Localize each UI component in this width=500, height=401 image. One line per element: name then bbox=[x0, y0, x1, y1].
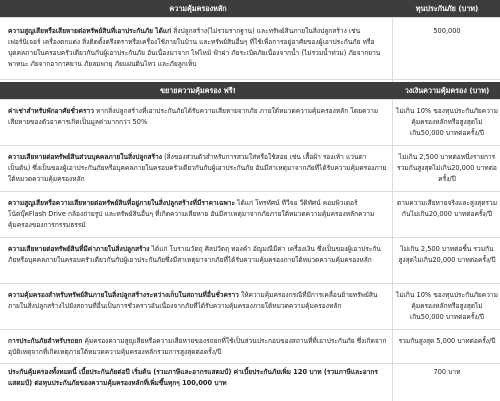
row-value: ไม่เกิน 10% ของทุนประกันภัยความคุ้มครองหลักหรือสูงสุดไม่เกิน50,000 บาทต่อครั้ง/ปี bbox=[396, 291, 498, 321]
row-description bbox=[8, 244, 388, 266]
row-value: ไม่เกิน 2,500 บาทต่อชิ้น รวมกันสูงสุดไม่เกิน20,000 บาทต่อครั้ง/ปี bbox=[398, 245, 496, 264]
extended-coverage-header bbox=[0, 82, 500, 100]
row-lead: ความเสียหายต่อทรัพย์สินส่วนบุคคลภายในสิ่งปลูกสร้าง bbox=[8, 153, 162, 161]
row-description bbox=[8, 198, 388, 231]
table-row bbox=[0, 100, 500, 146]
main-coverage-value: 500,000 bbox=[433, 27, 461, 35]
row-description bbox=[8, 106, 388, 128]
row-value: ไม่เกิน 2,500 บาทต่อหนึ่งรายการ รวมกันสูงสุดไม่เกิน20,000 บาทต่อครั้ง/ปี bbox=[397, 153, 497, 183]
row-text: ได้แก่ โทรทัศน์ ทีวีจอ วีดิทัศน์ คอมพิวเตอร์ โน้ตบุ๊คFlash Drive กล้องถ่ายรูป และทรัพย์สินอื่นๆ ที่เกิดความเสียหาย อันมีสาเหตุมาจากภัยภายใต้หมวดความคุ้มครองหลักความคุ้มครองของการกรรมธรรม์ bbox=[8, 199, 375, 229]
premium-lead: เบี้ยประกันภัยต่อปี เริ่มต้น (รวมภาษีและอากรแสตมป์) ค่าเบี้ยประกันภัยเพิ่ม 120 บาท (รวมภาษีและอากรแสตมป์) ต่อทุนประกันภัยของความคุ้มครองหลักที่เพิ่มขึ้นทุกๆ 100,000 บาท bbox=[8, 368, 378, 387]
row-lead: ความเสียหายต่อทรัพย์สินที่มีค่าภายในสิ่งปลูกสร้าง bbox=[8, 245, 150, 253]
main-coverage-row bbox=[0, 18, 500, 80]
main-coverage-lead: ความสูญเสียหรือเสียหายต่อทรัพย์สินที่เอาประกันภัย ได้แก่ bbox=[8, 27, 172, 35]
row-text: หากสิ่งปลูกสร้างที่เอาประกันภัยได้รับความเสียหายจากภัย ภายใต้หมวดความคุ้มครองหลัก โดยความเสียหายของตัวอาคารเกิดเป็นมูลค่ามากกว่า 50% bbox=[8, 107, 379, 126]
table-row bbox=[0, 238, 500, 284]
row-text: (สิ่งของส่วนตัวสำหรับการสวมใส่หรือใช้สอย เช่น เสื้อผ้า รองเท้า แว่นตา เป็นต้น) ซึ่งเป็นของผู้เอาประกันภัยหรือบุคคลภายในครอบครัวเดียวกันกับผู้เอาประกันภัย อันมีสาเหตุมาจากภัยที่ได้รับความคุ้มครองภายใต้หมวดความคุ้มครองหลัก bbox=[8, 153, 387, 183]
premium-prefix: ประกันคุ้มครองทั้งหมดนี้ bbox=[8, 368, 80, 376]
main-coverage-description bbox=[8, 26, 388, 70]
header-extended-title: ขยายความคุ้มครอง ฟรี! bbox=[160, 86, 236, 95]
header-coverage-title: ความคุ้มครองหลัก bbox=[169, 4, 227, 13]
row-text: ให้ความคุ้มครองกรณีที่มีการเคลื่อนย้ายทรัพย์สินภายในสิ่งปลูกสร้างไปยังสถานที่อื่นเป็นการชั่วคราวอันเนื่องจากภัยที่ได้รับความคุ้มครองภายใต้หมวดความคุ้มครองหลัก bbox=[8, 291, 378, 310]
table-row bbox=[0, 192, 500, 238]
row-value: ไม่เกิน 10% ของทุนประกันภัยความคุ้มครองหลักหรือสูงสุดไม่เกิน50,000 บาทต่อครั้ง/ปี bbox=[396, 107, 498, 137]
row-text: คุ้มครองความสูญเสียหรือความเสียหายของรถยกที่ใช้เป็นส่วนประกอบของสถานที่ที่เอาประกันภัย ซึ่งเกิดจากอุบัติเหตุจากที่เกิดเหตุภายใต้หมวดความคุ้มครองหลักรวมการสูงสุดต่อครั้ง/ปี bbox=[8, 337, 387, 356]
row-description bbox=[8, 152, 388, 185]
row-lead: การประกันภัยสำหรับรถยก bbox=[8, 337, 83, 345]
table-row bbox=[0, 146, 500, 192]
row-value: ตามความเสียหายจริงและสูงสุดรวมกันไม่เกิน20,000 บาทต่อครั้ง/ปี bbox=[396, 199, 498, 218]
header-sum-insured: ทุนประกันภัย (บาท) bbox=[415, 4, 479, 13]
table-row bbox=[0, 330, 500, 364]
row-lead: ค่าเช่าสำหรับพักอาศัยชั่วคราว bbox=[8, 107, 94, 115]
main-coverage-text: สิ่งปลูกสร้าง(ไม่รวมรากฐาน) และทรัพย์สินภายในสิ่งปลูกสร้าง เช่นเฟอร์นิเจอร์ เครื่องตกแต่ง สิ่งติดตั้งตรึงตราหรือเครื่องใช้ภายในบ้าน และทรัพย์สินอื่นๆ ที่ใช้เพื่อการอยู่อาศัยของผู้เอาประกันภัย หรือบุคคลภายในครอบครัวเดียวกันกับผู้เอาประกันภัย อันเนื่องมาจาก ไฟไหม้ ฟ้าผ่า ภัยระเบิดภัยเนื่องจากน้ำ (ไม่รวมน้ำท่วม) ภัยจากยานพาหนะ ภัยจากอากาศยาน ภัยลมพายุ ภัยแผ่นดินไหว และภัยลูกเห็บ bbox=[8, 27, 381, 68]
premium-row bbox=[0, 364, 500, 401]
row-lead: ความคุ้มครองสำหรับทรัพย์สินภายในสิ่งปลูกสร้างระหว่างเก็บในสถานที่อื่นชั่วคราว bbox=[8, 291, 239, 299]
header-coverage-limit: วงเงินความคุ้มครอง (บาท) bbox=[404, 86, 490, 95]
row-text: ได้แก่ โบราณวัตถุ ศิลปวัตถุ ทองคำ อัญมณีมีค่า เครื่องเงิน ซึ่งเป็นของผู้เอาประกันภัยหรือบุคคลภายในครอบครัวเดียวกันกับผู้เอาประกันภัยซึ่งมีสาเหตุมาจากภัยที่ได้รับความคุ้มครองภายใต้หมวดความคุ้มครองหลัก bbox=[8, 245, 381, 264]
row-value: รวมกันสูงสุด 5,000 บาทต่อครั้ง/ปี bbox=[398, 337, 496, 345]
premium-description bbox=[8, 367, 388, 389]
row-description bbox=[8, 336, 388, 358]
table-row bbox=[0, 284, 500, 330]
row-lead: ความสูญเสียหรือความเสียหายต่อทรัพย์สินที่อยู่ภายในสิ่งปลูกสร้างที่มีราคาเฉพาะ bbox=[8, 199, 236, 207]
premium-value: 700 บาท bbox=[433, 368, 461, 376]
main-coverage-header bbox=[0, 0, 500, 18]
row-description bbox=[8, 290, 388, 312]
